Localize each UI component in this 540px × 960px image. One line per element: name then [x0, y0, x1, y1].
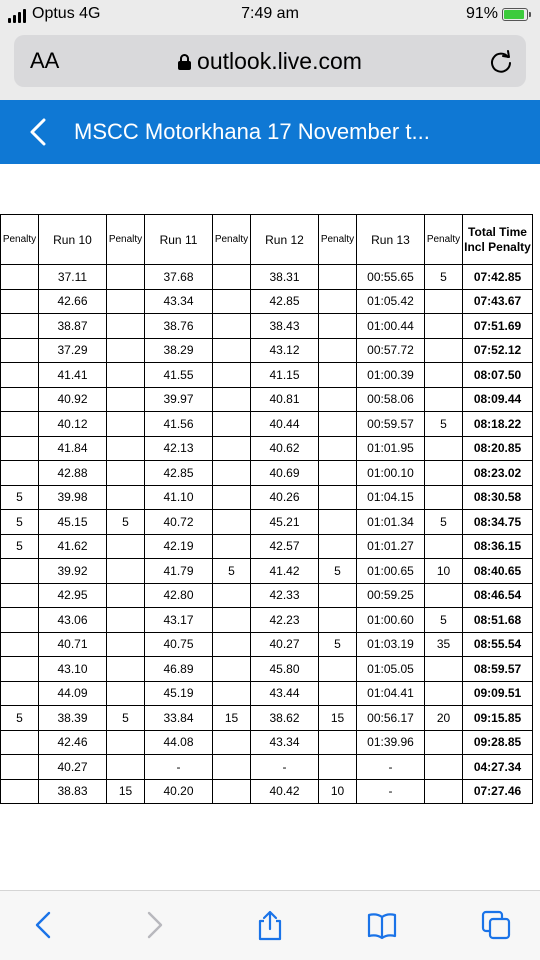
- table-cell: [1, 314, 39, 339]
- table-cell: [1, 583, 39, 608]
- table-cell: 15: [319, 706, 357, 731]
- column-header: Run 11: [145, 215, 213, 265]
- table-row: [1, 510, 533, 535]
- column-header: Run 12: [251, 215, 319, 265]
- table-cell: [1, 289, 39, 314]
- table-cell: [425, 338, 463, 363]
- table-cell: 5: [425, 608, 463, 633]
- table-cell: 01:00.10: [357, 461, 425, 486]
- table-cell: [1, 608, 39, 633]
- column-header: Run 13: [357, 215, 425, 265]
- table-cell: [213, 461, 251, 486]
- mail-header: [0, 100, 540, 164]
- table-row: [1, 706, 533, 731]
- table-cell: 08:34.75: [463, 510, 533, 535]
- table-row: [1, 436, 533, 461]
- table-cell: 38.87: [39, 314, 107, 339]
- table-cell: 08:07.50: [463, 363, 533, 388]
- table-cell: 33.84: [145, 706, 213, 731]
- table-cell: 41.55: [145, 363, 213, 388]
- table-row: [1, 363, 533, 388]
- table-cell: 20: [425, 706, 463, 731]
- table-cell: 40.44: [251, 412, 319, 437]
- table-cell: [319, 583, 357, 608]
- table-cell: 43.44: [251, 681, 319, 706]
- column-header: Total Time Incl Penalty: [463, 215, 533, 265]
- table-cell: 42.80: [145, 583, 213, 608]
- table-cell: 41.84: [39, 436, 107, 461]
- table-cell: [107, 338, 145, 363]
- table-cell: [107, 265, 145, 290]
- table-row: [1, 461, 533, 486]
- table-cell: [107, 755, 145, 780]
- table-cell: [1, 338, 39, 363]
- table-cell: [107, 632, 145, 657]
- table-row: [1, 632, 533, 657]
- table-cell: 00:57.72: [357, 338, 425, 363]
- table-cell: 46.89: [145, 657, 213, 682]
- table-cell: 40.75: [145, 632, 213, 657]
- table-cell: 15: [213, 706, 251, 731]
- text-size-button[interactable]: AA: [30, 48, 60, 73]
- table-row: [1, 314, 533, 339]
- status-bar: [0, 0, 540, 30]
- table-cell: 10: [425, 559, 463, 584]
- table-cell: 5: [1, 534, 39, 559]
- table-cell: 01:01.27: [357, 534, 425, 559]
- column-header: Penalty: [107, 215, 145, 265]
- table-cell: 40.27: [39, 755, 107, 780]
- table-cell: 08:30.58: [463, 485, 533, 510]
- share-icon[interactable]: [254, 909, 286, 941]
- table-cell: 40.81: [251, 387, 319, 412]
- table-cell: [425, 289, 463, 314]
- table-cell: [213, 485, 251, 510]
- table-cell: [425, 681, 463, 706]
- table-cell: 37.68: [145, 265, 213, 290]
- table-cell: [319, 265, 357, 290]
- table-cell: 38.83: [39, 779, 107, 804]
- table-cell: 35: [425, 632, 463, 657]
- address-bar[interactable]: [14, 35, 526, 87]
- table-cell: 00:59.57: [357, 412, 425, 437]
- table-cell: [213, 363, 251, 388]
- table-cell: [425, 461, 463, 486]
- table-row: [1, 412, 533, 437]
- table-cell: 00:56.17: [357, 706, 425, 731]
- table-cell: 01:05.42: [357, 289, 425, 314]
- table-cell: [319, 510, 357, 535]
- table-cell: [213, 657, 251, 682]
- table-cell: -: [251, 755, 319, 780]
- table-cell: [213, 779, 251, 804]
- table-cell: 08:36.15: [463, 534, 533, 559]
- mail-subject: MSCC Motorkhana 17 November t...: [74, 119, 430, 144]
- table-cell: 43.34: [251, 730, 319, 755]
- table-cell: 37.11: [39, 265, 107, 290]
- table-cell: 40.26: [251, 485, 319, 510]
- table-cell: [425, 314, 463, 339]
- table-cell: 08:40.65: [463, 559, 533, 584]
- table-cell: 08:09.44: [463, 387, 533, 412]
- table-cell: 37.29: [39, 338, 107, 363]
- table-cell: [319, 363, 357, 388]
- table-cell: 01:39.96: [357, 730, 425, 755]
- tabs-icon[interactable]: [480, 909, 512, 941]
- browser-toolbar: [0, 890, 540, 960]
- table-cell: 45.80: [251, 657, 319, 682]
- table-cell: 08:18.22: [463, 412, 533, 437]
- table-cell: 38.43: [251, 314, 319, 339]
- table-cell: 41.79: [145, 559, 213, 584]
- table-cell: 09:28.85: [463, 730, 533, 755]
- table-cell: [319, 412, 357, 437]
- table-cell: 41.56: [145, 412, 213, 437]
- table-cell: 38.39: [39, 706, 107, 731]
- back-icon[interactable]: [28, 909, 60, 941]
- table-cell: 42.88: [39, 461, 107, 486]
- table-cell: 5: [107, 706, 145, 731]
- table-cell: 39.92: [39, 559, 107, 584]
- column-header: Penalty: [1, 215, 39, 265]
- table-cell: 5: [425, 265, 463, 290]
- table-cell: 5: [319, 559, 357, 584]
- table-cell: 5: [1, 485, 39, 510]
- table-cell: [107, 534, 145, 559]
- table-cell: [1, 730, 39, 755]
- table-body: [1, 265, 533, 804]
- table-cell: [319, 387, 357, 412]
- table-cell: 43.12: [251, 338, 319, 363]
- table-cell: [425, 436, 463, 461]
- battery-fill: [504, 10, 524, 19]
- table-cell: [1, 387, 39, 412]
- table-cell: [319, 289, 357, 314]
- table-cell: [213, 265, 251, 290]
- table-cell: 42.95: [39, 583, 107, 608]
- table-row: [1, 485, 533, 510]
- table-row: [1, 608, 533, 633]
- reload-icon[interactable]: [488, 49, 514, 75]
- table-cell: [107, 289, 145, 314]
- table-cell: 39.98: [39, 485, 107, 510]
- table-cell: 40.69: [251, 461, 319, 486]
- table-cell: 01:04.15: [357, 485, 425, 510]
- table-cell: 07:27.46: [463, 779, 533, 804]
- table-cell: [1, 265, 39, 290]
- table-cell: [213, 755, 251, 780]
- table-row: [1, 387, 533, 412]
- table-cell: [1, 436, 39, 461]
- url-display[interactable]: [14, 48, 526, 74]
- table-cell: [1, 632, 39, 657]
- table-cell: 07:52.12: [463, 338, 533, 363]
- table-cell: 42.57: [251, 534, 319, 559]
- table-cell: [425, 779, 463, 804]
- table-cell: [1, 412, 39, 437]
- table-cell: 10: [319, 779, 357, 804]
- table-cell: -: [357, 779, 425, 804]
- table-cell: 09:15.85: [463, 706, 533, 731]
- table-cell: [319, 461, 357, 486]
- table-cell: 44.09: [39, 681, 107, 706]
- bookmarks-icon[interactable]: [366, 909, 398, 941]
- column-header: Run 10: [39, 215, 107, 265]
- table-row: [1, 338, 533, 363]
- browser-chrome: [0, 30, 540, 100]
- table-cell: [107, 412, 145, 437]
- table-cell: 5: [107, 510, 145, 535]
- table-row: [1, 559, 533, 584]
- table-cell: [213, 436, 251, 461]
- table-cell: 42.66: [39, 289, 107, 314]
- table-cell: [107, 436, 145, 461]
- table-cell: 40.12: [39, 412, 107, 437]
- table-cell: 42.85: [251, 289, 319, 314]
- table-cell: [425, 583, 463, 608]
- table-cell: 38.76: [145, 314, 213, 339]
- table-cell: 45.15: [39, 510, 107, 535]
- table-cell: [213, 289, 251, 314]
- table-cell: [425, 387, 463, 412]
- url-text: outlook.live.com: [197, 48, 362, 74]
- table-cell: [107, 559, 145, 584]
- table-cell: 15: [107, 779, 145, 804]
- table-cell: [1, 657, 39, 682]
- battery-percent: 91%: [465, 5, 498, 22]
- table-cell: [319, 338, 357, 363]
- table-cell: 42.13: [145, 436, 213, 461]
- table-cell: 42.85: [145, 461, 213, 486]
- table-cell: [425, 534, 463, 559]
- table-cell: [319, 314, 357, 339]
- table-cell: [107, 681, 145, 706]
- table-cell: [319, 755, 357, 780]
- column-header: Penalty: [319, 215, 357, 265]
- table-cell: 38.29: [145, 338, 213, 363]
- table-row: [1, 265, 533, 290]
- table-cell: 09:09.51: [463, 681, 533, 706]
- table-cell: [213, 632, 251, 657]
- table-cell: 01:01.95: [357, 436, 425, 461]
- table-cell: 43.34: [145, 289, 213, 314]
- table-cell: [1, 755, 39, 780]
- table-cell: 00:58.06: [357, 387, 425, 412]
- table-cell: [107, 608, 145, 633]
- table-cell: [213, 730, 251, 755]
- results-table-wrap: [0, 214, 540, 804]
- table-cell: [213, 534, 251, 559]
- table-cell: [213, 681, 251, 706]
- table-cell: 41.15: [251, 363, 319, 388]
- table-cell: 41.62: [39, 534, 107, 559]
- status-time: 7:49 am: [241, 5, 299, 22]
- table-cell: 08:20.85: [463, 436, 533, 461]
- table-cell: 00:55.65: [357, 265, 425, 290]
- table-cell: 08:55.54: [463, 632, 533, 657]
- table-cell: [107, 730, 145, 755]
- table-cell: [213, 510, 251, 535]
- table-cell: 01:05.05: [357, 657, 425, 682]
- table-cell: [1, 779, 39, 804]
- column-header: Penalty: [213, 215, 251, 265]
- table-row: [1, 289, 533, 314]
- table-cell: 45.21: [251, 510, 319, 535]
- table-cell: 40.71: [39, 632, 107, 657]
- table-cell: 01:03.19: [357, 632, 425, 657]
- table-cell: [425, 755, 463, 780]
- table-cell: [1, 461, 39, 486]
- table-cell: 40.72: [145, 510, 213, 535]
- table-cell: [107, 583, 145, 608]
- table-cell: [319, 608, 357, 633]
- table-cell: 07:51.69: [463, 314, 533, 339]
- table-cell: 40.27: [251, 632, 319, 657]
- table-cell: 08:23.02: [463, 461, 533, 486]
- table-cell: 07:43.67: [463, 289, 533, 314]
- back-chevron-icon[interactable]: [26, 117, 52, 147]
- table-cell: 44.08: [145, 730, 213, 755]
- forward-icon[interactable]: [138, 909, 170, 941]
- table-cell: 08:51.68: [463, 608, 533, 633]
- table-row: [1, 779, 533, 804]
- column-header: Penalty: [425, 215, 463, 265]
- table-cell: [107, 314, 145, 339]
- table-cell: 43.06: [39, 608, 107, 633]
- table-cell: 5: [213, 559, 251, 584]
- carrier-label: Optus 4G: [32, 5, 101, 22]
- table-cell: [107, 363, 145, 388]
- table-cell: 08:46.54: [463, 583, 533, 608]
- table-cell: [213, 387, 251, 412]
- table-cell: [213, 583, 251, 608]
- results-table: [0, 214, 533, 804]
- table-cell: 39.97: [145, 387, 213, 412]
- table-cell: [425, 730, 463, 755]
- table-cell: [319, 485, 357, 510]
- table-cell: 40.92: [39, 387, 107, 412]
- table-cell: 40.20: [145, 779, 213, 804]
- table-cell: 04:27.34: [463, 755, 533, 780]
- table-cell: 40.42: [251, 779, 319, 804]
- table-cell: 01:00.60: [357, 608, 425, 633]
- table-cell: [213, 338, 251, 363]
- table-cell: -: [357, 755, 425, 780]
- table-row: [1, 755, 533, 780]
- table-row: [1, 583, 533, 608]
- table-cell: 5: [425, 510, 463, 535]
- battery-icon: [502, 8, 528, 21]
- table-cell: 41.41: [39, 363, 107, 388]
- table-cell: [425, 485, 463, 510]
- table-cell: 38.62: [251, 706, 319, 731]
- table-cell: 41.42: [251, 559, 319, 584]
- table-cell: [319, 534, 357, 559]
- table-cell: 07:42.85: [463, 265, 533, 290]
- table-cell: 01:04.41: [357, 681, 425, 706]
- table-cell: 42.46: [39, 730, 107, 755]
- table-cell: 42.23: [251, 608, 319, 633]
- table-cell: 38.31: [251, 265, 319, 290]
- table-cell: 5: [425, 412, 463, 437]
- table-cell: 01:00.39: [357, 363, 425, 388]
- table-cell: 5: [1, 706, 39, 731]
- table-cell: 42.19: [145, 534, 213, 559]
- table-cell: [425, 363, 463, 388]
- table-cell: 43.10: [39, 657, 107, 682]
- table-header-row: [1, 215, 533, 265]
- table-cell: 01:00.65: [357, 559, 425, 584]
- status-right: [466, 5, 528, 23]
- table-cell: 01:01.34: [357, 510, 425, 535]
- table-cell: [319, 681, 357, 706]
- table-cell: [107, 461, 145, 486]
- table-cell: [107, 387, 145, 412]
- table-cell: [107, 657, 145, 682]
- table-cell: 00:59.25: [357, 583, 425, 608]
- table-cell: [107, 485, 145, 510]
- table-cell: 42.33: [251, 583, 319, 608]
- table-cell: [425, 657, 463, 682]
- table-cell: [213, 412, 251, 437]
- table-cell: 41.10: [145, 485, 213, 510]
- table-cell: [319, 657, 357, 682]
- table-cell: 01:00.44: [357, 314, 425, 339]
- table-cell: [319, 436, 357, 461]
- table-cell: 40.62: [251, 436, 319, 461]
- table-cell: 08:59.57: [463, 657, 533, 682]
- table-cell: [1, 559, 39, 584]
- table-cell: [319, 730, 357, 755]
- table-cell: [1, 681, 39, 706]
- table-cell: 43.17: [145, 608, 213, 633]
- table-row: [1, 730, 533, 755]
- table-cell: 5: [1, 510, 39, 535]
- table-row: [1, 657, 533, 682]
- lock-icon: [178, 54, 191, 70]
- table-cell: [213, 608, 251, 633]
- table-cell: 5: [319, 632, 357, 657]
- table-cell: -: [145, 755, 213, 780]
- table-row: [1, 681, 533, 706]
- table-cell: [213, 314, 251, 339]
- table-cell: [1, 363, 39, 388]
- table-row: [1, 534, 533, 559]
- table-cell: 45.19: [145, 681, 213, 706]
